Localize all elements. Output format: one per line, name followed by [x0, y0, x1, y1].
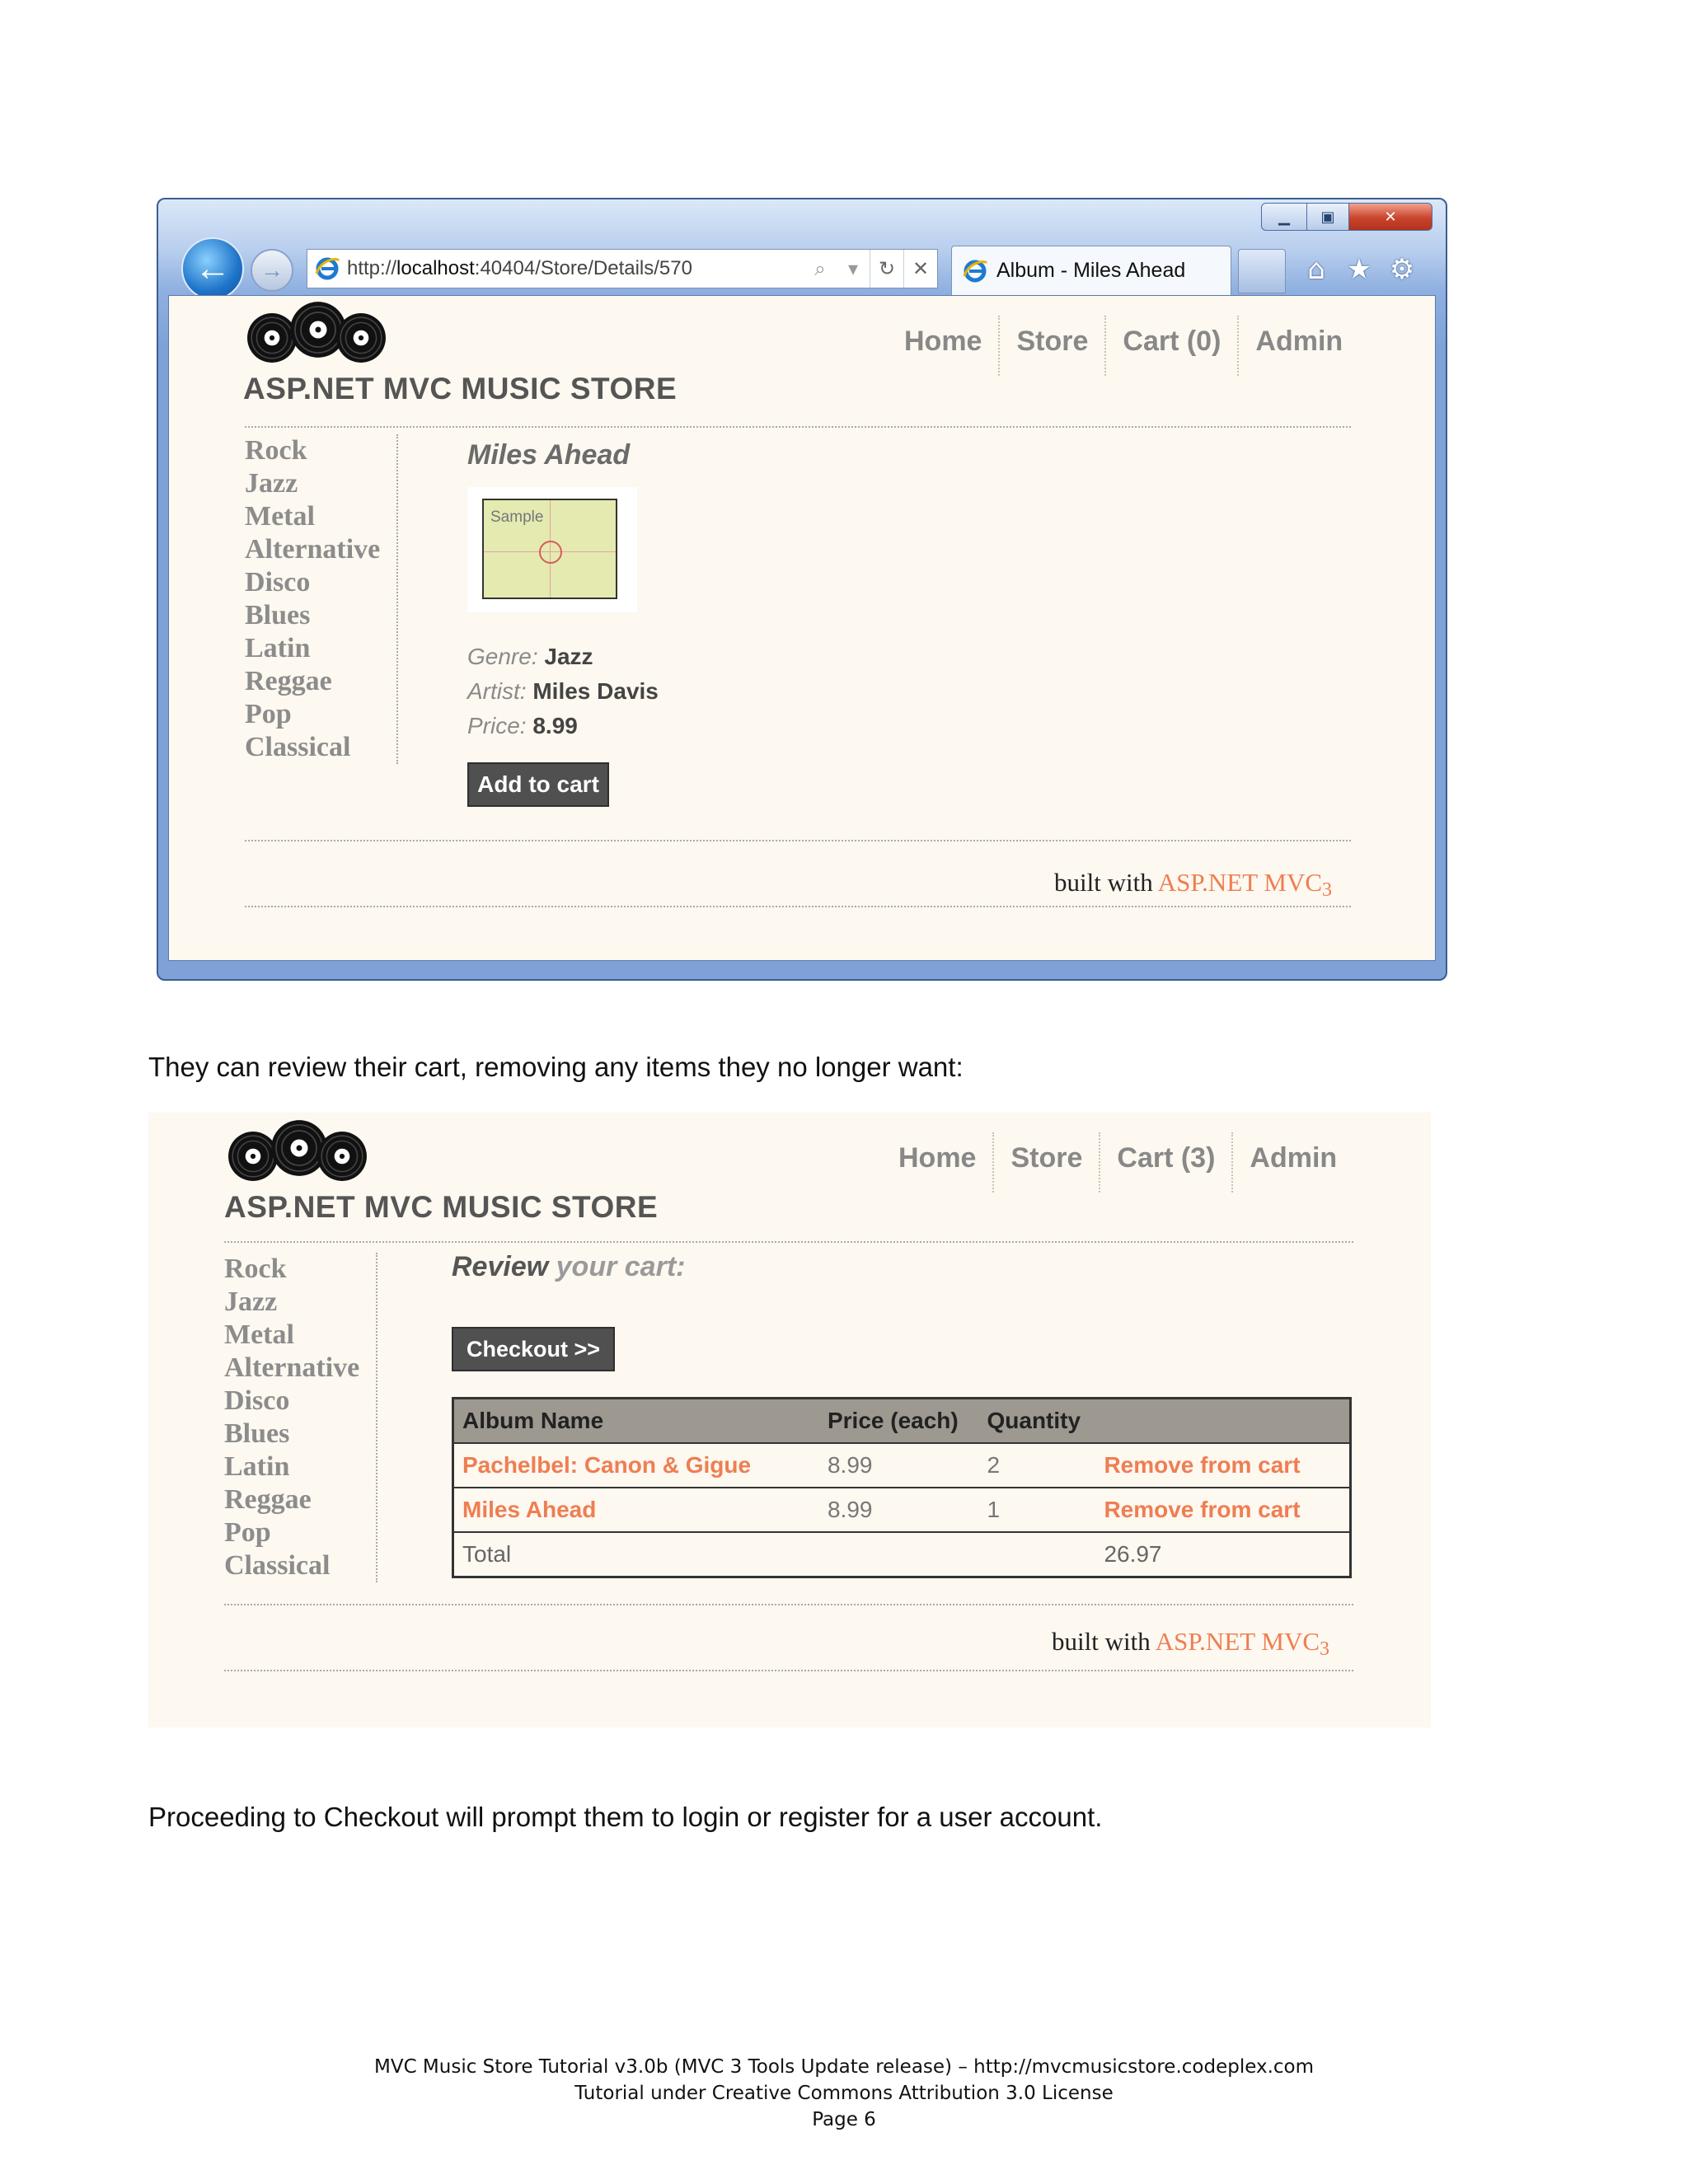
new-tab-button[interactable] — [1238, 249, 1286, 293]
column-header — [1095, 1399, 1350, 1444]
built-with-footer: built with ASP.NET MVC3 — [1052, 1627, 1330, 1660]
browser-window — [157, 198, 1447, 981]
art-placeholder-label: Sample — [490, 509, 544, 526]
genre-link[interactable]: Disco — [224, 1385, 290, 1416]
address-bar[interactable] — [307, 249, 938, 288]
album-title: Miles Ahead — [467, 439, 631, 471]
review-cart-heading: Review your cart: — [452, 1251, 686, 1282]
nav-admin[interactable]: Admin — [1250, 1142, 1338, 1174]
remove-from-cart-link[interactable]: Remove from cart — [1095, 1443, 1350, 1488]
genre-value: Jazz — [544, 644, 593, 669]
nav-cart[interactable]: Cart (0) — [1106, 316, 1239, 376]
genre-link[interactable]: Rock — [245, 435, 307, 466]
genre-link[interactable]: Alternative — [245, 534, 381, 565]
genre-link[interactable]: Classical — [224, 1550, 331, 1581]
genre-link[interactable]: Blues — [224, 1418, 290, 1449]
footer-divider-bottom — [224, 1670, 1353, 1671]
footer-divider-top — [224, 1604, 1353, 1605]
nav-cart[interactable]: Cart (3) — [1100, 1132, 1233, 1193]
tab-album[interactable] — [951, 246, 1231, 295]
page-number: Page 6 — [812, 2109, 876, 2130]
footer-line-license: Tutorial under Creative Commons Attribution 3.0 License — [574, 2083, 1114, 2104]
address-url[interactable]: http://localhost:40404/Store/Details/570 — [347, 257, 692, 279]
store-title: ASP.NET MVC MUSIC STORE — [224, 1190, 659, 1224]
genre-link[interactable]: Latin — [245, 633, 311, 663]
refresh-icon[interactable]: ↻ — [870, 250, 903, 288]
genre-link[interactable]: Metal — [245, 501, 315, 532]
header-divider — [245, 426, 1351, 428]
genre-link[interactable]: Jazz — [224, 1286, 278, 1317]
nav-store[interactable]: Store — [994, 1132, 1100, 1193]
genre-link[interactable]: Classical — [245, 732, 351, 762]
table-row — [453, 1488, 1351, 1532]
stop-icon[interactable]: ✕ — [903, 250, 937, 288]
maximize-icon[interactable]: ▣ — [1306, 203, 1349, 231]
forward-arrow-icon[interactable]: → — [251, 249, 293, 292]
ie-icon — [314, 255, 340, 282]
asp-net-link[interactable]: ASP.NET MVC — [1155, 1627, 1320, 1656]
genre-link[interactable]: Pop — [245, 699, 292, 729]
quantity-cell: 2 — [978, 1443, 1095, 1488]
genre-link[interactable]: Blues — [245, 600, 311, 630]
album-art-placeholder — [482, 499, 617, 599]
artist-row — [467, 678, 659, 705]
genre-link[interactable]: Jazz — [245, 468, 298, 499]
genre-link[interactable]: Disco — [245, 567, 311, 598]
price-value: 8.99 — [532, 713, 578, 738]
column-header: Quantity — [978, 1399, 1095, 1444]
header-divider — [224, 1241, 1353, 1243]
table-header-row — [453, 1399, 1351, 1444]
artist-label: Artist: — [467, 678, 527, 704]
album-link[interactable]: Miles Ahead — [453, 1488, 819, 1532]
home-icon[interactable]: ⌂ — [1307, 253, 1325, 286]
back-arrow-icon[interactable]: ← — [181, 237, 244, 300]
vinyl-records-logo[interactable] — [246, 299, 387, 368]
column-header: Price (each) — [819, 1399, 979, 1444]
total-label: Total — [462, 1541, 512, 1567]
footer-line-tutorial: MVC Music Store Tutorial v3.0b (MVC 3 Tools Update release) – http://mvcmusicstore.codeplex.com — [373, 2056, 1315, 2078]
genre-menu — [245, 434, 398, 764]
genre-link[interactable]: Latin — [224, 1451, 290, 1482]
quantity-cell: 1 — [978, 1488, 1095, 1532]
price-label: Price: — [467, 713, 527, 738]
price-cell: 8.99 — [819, 1488, 979, 1532]
add-to-cart-button[interactable]: Add to cart — [467, 762, 609, 807]
price-row — [467, 713, 578, 739]
album-art-frame — [467, 487, 637, 612]
column-header: Album Name — [453, 1399, 819, 1444]
checkout-note-text: Proceeding to Checkout will prompt them to login or register for a user account. — [148, 1802, 1103, 1832]
total-row — [453, 1532, 1351, 1577]
total-value: 26.97 — [1104, 1541, 1162, 1567]
genre-link[interactable]: Pop — [224, 1517, 271, 1548]
nav-home[interactable]: Home — [888, 316, 1000, 376]
search-icon[interactable]: ⌕ — [814, 257, 826, 280]
footer-divider-bottom — [245, 906, 1351, 907]
genre-link[interactable]: Rock — [224, 1254, 287, 1284]
close-icon[interactable]: ✕ — [1348, 203, 1432, 231]
genre-label: Genre: — [467, 644, 538, 669]
built-with-footer: built with ASP.NET MVC3 — [1054, 868, 1333, 901]
vinyl-records-logo[interactable] — [227, 1118, 368, 1187]
ie-icon — [962, 258, 988, 284]
store-title: ASP.NET MVC MUSIC STORE — [243, 372, 678, 405]
remove-from-cart-link[interactable]: Remove from cart — [1095, 1488, 1350, 1532]
album-link[interactable]: Pachelbel: Canon & Gigue — [453, 1443, 819, 1488]
genre-link[interactable]: Reggae — [245, 666, 332, 696]
minimize-icon[interactable]: ▁ — [1261, 203, 1307, 231]
cart-table — [452, 1397, 1352, 1578]
star-icon[interactable]: ★ — [1346, 253, 1372, 286]
nav-store[interactable]: Store — [1000, 316, 1106, 376]
dropdown-icon[interactable]: ▾ — [847, 257, 859, 280]
review-intro-text: They can review their cart, removing any items they no longer want: — [148, 1052, 964, 1082]
document-footer — [0, 2054, 1688, 2133]
page-viewport — [168, 295, 1436, 961]
artist-value: Miles Davis — [532, 678, 659, 704]
genre-row — [467, 644, 593, 670]
asp-net-link[interactable]: ASP.NET MVC — [1157, 868, 1323, 897]
gear-icon[interactable]: ⚙ — [1389, 253, 1415, 286]
genre-link[interactable]: Reggae — [224, 1484, 312, 1515]
genre-link[interactable]: Metal — [224, 1319, 294, 1350]
nav-home[interactable]: Home — [882, 1132, 994, 1193]
table-row — [453, 1443, 1351, 1488]
main-nav — [888, 316, 1359, 376]
price-cell: 8.99 — [819, 1443, 979, 1488]
tab-title: Album - Miles Ahead — [996, 259, 1186, 282]
genre-link[interactable]: Alternative — [224, 1352, 360, 1383]
checkout-button[interactable]: Checkout >> — [452, 1327, 615, 1371]
genre-menu — [224, 1253, 377, 1582]
cart-page-screenshot — [148, 1113, 1431, 1727]
nav-admin[interactable]: Admin — [1255, 326, 1343, 357]
footer-divider-top — [245, 840, 1351, 841]
main-nav — [882, 1132, 1353, 1193]
